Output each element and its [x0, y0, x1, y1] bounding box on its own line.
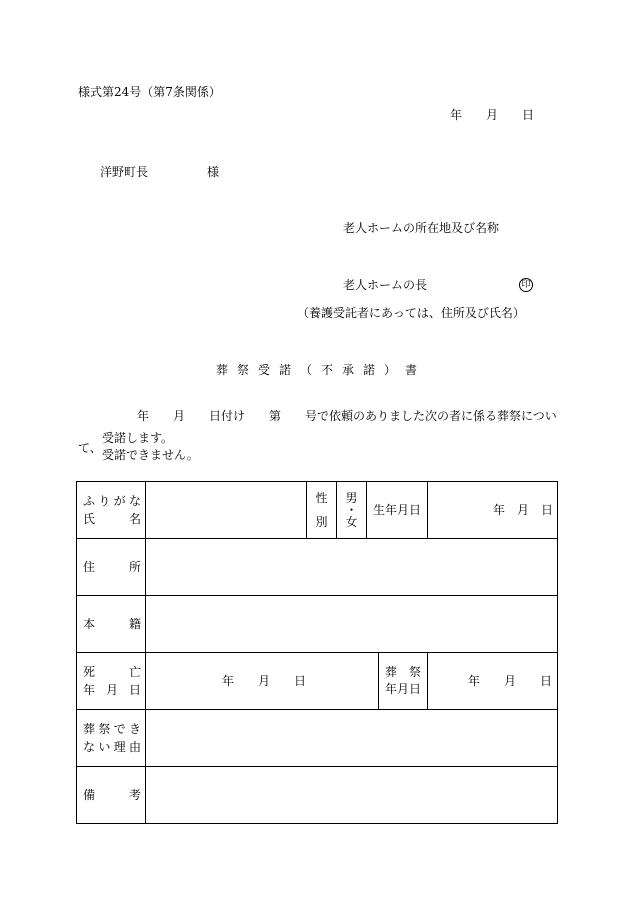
submission-date: 年 月 日: [450, 108, 535, 122]
addressee-name: 洋野町長: [100, 165, 149, 179]
death-label-bottom: 年月日: [83, 683, 141, 697]
sex-option-female: 女: [345, 515, 358, 529]
body-line-1: 年 月 日付け 第 号で依頼のありました次の者に係る葬祭につい: [137, 409, 557, 423]
sex-label-top: 性: [315, 491, 328, 505]
funeral-date-value-cell: [428, 653, 558, 710]
acceptance-options: [102, 430, 199, 464]
remarks-value-cell: [146, 767, 558, 824]
sex-option-male: 男: [345, 491, 358, 505]
reason-label-cell: [77, 710, 146, 767]
name-label-cell: [77, 482, 146, 539]
deceased-info-table: [76, 481, 558, 824]
birthdate-value-cell: [428, 482, 558, 539]
address-value-cell: [146, 539, 558, 596]
addressee-honorific: 様: [207, 165, 220, 179]
death-date-label-cell: [77, 653, 146, 710]
sex-options-cell: [337, 482, 367, 539]
remarks-label-cell: [77, 767, 146, 824]
birthdate-label: 生年月日: [372, 503, 421, 517]
option-accept: 受諾します。: [102, 431, 174, 445]
furigana-label: ふりがな: [83, 494, 141, 508]
remarks-label: 備考: [83, 788, 141, 802]
birthdate-value: 年 月 日: [493, 503, 554, 517]
reason-label-bottom: ない理由: [83, 740, 141, 754]
funeral-date-label-cell: [379, 653, 428, 710]
sex-label-cell: [307, 482, 337, 539]
sender-note: （養護受託者にあっては、住所及び氏名）: [297, 306, 525, 320]
death-date-value: 年 月 日: [222, 674, 307, 688]
address-label-cell: [77, 539, 146, 596]
death-date-value-cell: [146, 653, 379, 710]
death-label-top: 死亡: [83, 665, 141, 679]
sex-label-bottom: 別: [315, 515, 328, 529]
funeral-label-bottom: 年月日: [385, 682, 422, 696]
body-line-2-prefix: て、: [78, 441, 102, 455]
name-label: 氏名: [83, 512, 141, 526]
option-decline: 受諾できません。: [102, 448, 199, 462]
domicile-label: 本籍: [83, 617, 141, 631]
reason-label-top: 葬祭でき: [83, 722, 141, 736]
document-title: 葬祭受諾（不承諾）書: [216, 363, 427, 377]
sex-option-separator: ・: [345, 503, 358, 517]
reason-value-cell: [146, 710, 558, 767]
seal-mark-icon: 印: [519, 278, 533, 292]
birthdate-label-cell: [367, 482, 428, 539]
sender-head-label: 老人ホームの長: [343, 278, 428, 292]
name-value-cell: [146, 482, 307, 539]
sender-location-name-label: 老人ホームの所在地及び名称: [343, 221, 500, 235]
funeral-label-top: 葬祭: [385, 665, 421, 679]
address-label: 住所: [83, 560, 141, 574]
funeral-date-value: 年 月 日: [468, 674, 553, 688]
form-number: 様式第24号（第7条関係）: [78, 85, 221, 99]
domicile-value-cell: [146, 596, 558, 653]
domicile-label-cell: [77, 596, 146, 653]
